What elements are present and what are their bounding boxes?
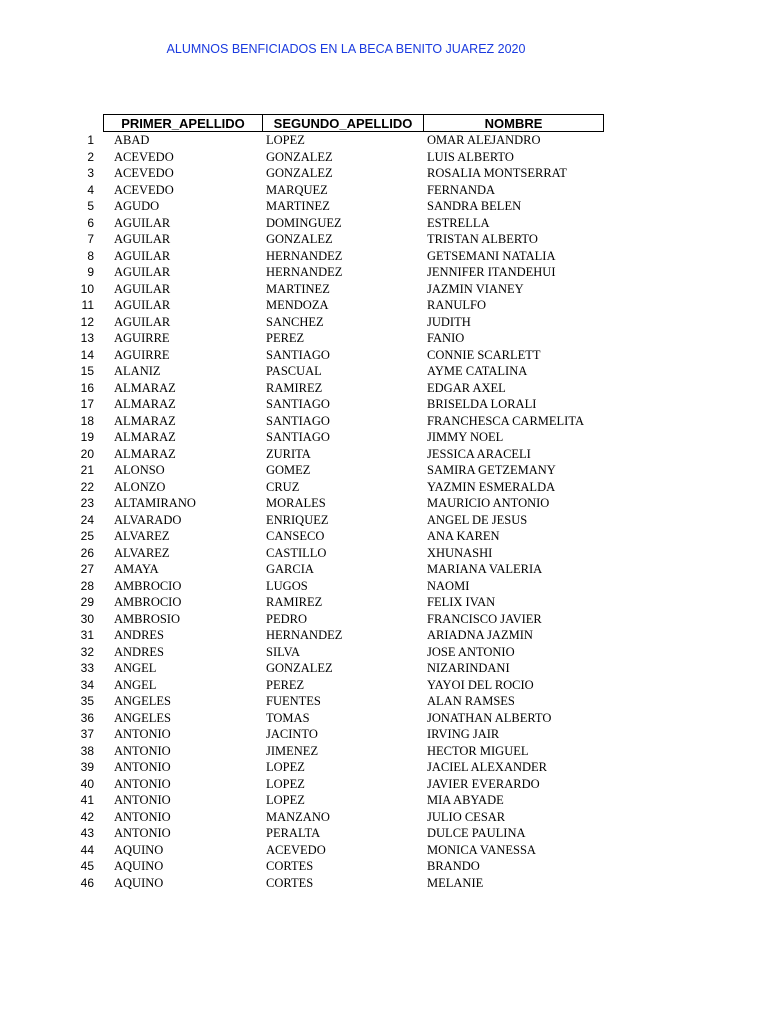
segundo-apellido-cell: MARTINEZ bbox=[266, 281, 330, 296]
segundo-apellido-cell: PEREZ bbox=[266, 331, 305, 345]
primer-apellido-cell: ANTONIO bbox=[114, 743, 171, 758]
nombre-cell: NAOMI bbox=[427, 578, 470, 593]
nombre-cell: SAMIRA GETZEMANY bbox=[427, 463, 556, 477]
segundo-apellido-cell: MARTINEZ bbox=[266, 199, 330, 213]
segundo-apellido-cell: GONZALEZ bbox=[266, 149, 333, 164]
nombre-cell: MELANIE bbox=[427, 875, 484, 890]
table-row bbox=[0, 528, 768, 545]
row-number: 23 bbox=[80, 496, 94, 510]
table-row bbox=[0, 627, 768, 644]
nombre-cell: ARIADNA JAZMIN bbox=[427, 628, 533, 642]
row-number: 30 bbox=[80, 611, 94, 626]
row-number: 4 bbox=[87, 182, 94, 197]
table-row bbox=[0, 545, 768, 562]
segundo-apellido-cell: ZURITA bbox=[266, 446, 311, 461]
segundo-apellido-cell: SANTIAGO bbox=[266, 430, 330, 444]
row-number: 16 bbox=[80, 380, 94, 395]
row-number: 13 bbox=[80, 331, 94, 345]
nombre-cell: MONICA VANESSA bbox=[427, 842, 536, 857]
table-row bbox=[0, 396, 768, 413]
nombre-cell: NIZARINDANI bbox=[427, 661, 510, 675]
primer-apellido-cell: ALMARAZ bbox=[114, 446, 176, 461]
primer-apellido-cell: ANTONIO bbox=[114, 727, 171, 741]
primer-apellido-cell: ALTAMIRANO bbox=[114, 496, 196, 510]
nombre-cell: AYME CATALINA bbox=[427, 364, 528, 378]
primer-apellido-cell: AGUILAR bbox=[114, 298, 171, 312]
table-row bbox=[0, 842, 768, 859]
table-row bbox=[0, 248, 768, 265]
nombre-cell: ALAN RAMSES bbox=[427, 694, 515, 708]
primer-apellido-cell: ACEVEDO bbox=[114, 166, 174, 180]
segundo-apellido-cell: ENRIQUEZ bbox=[266, 512, 329, 527]
table-row bbox=[0, 264, 768, 281]
table-row bbox=[0, 149, 768, 166]
nombre-cell: ROSALIA MONTSERRAT bbox=[427, 166, 567, 180]
segundo-apellido-cell: HERNANDEZ bbox=[266, 628, 343, 642]
nombre-cell: MIA ABYADE bbox=[427, 793, 504, 807]
row-number: 10 bbox=[80, 281, 94, 296]
table-row bbox=[0, 512, 768, 529]
row-number: 9 bbox=[87, 265, 94, 279]
primer-apellido-cell: AGUIRRE bbox=[114, 331, 170, 345]
primer-apellido-cell: AGUILAR bbox=[114, 314, 171, 329]
table-row bbox=[0, 858, 768, 875]
segundo-apellido-cell: GOMEZ bbox=[266, 463, 311, 477]
primer-apellido-cell: ALONSO bbox=[114, 463, 165, 477]
nombre-cell: JESSICA ARACELI bbox=[427, 446, 531, 461]
primer-apellido-cell: ALMARAZ bbox=[114, 380, 176, 395]
primer-apellido-cell: ABAD bbox=[114, 133, 150, 147]
row-number: 42 bbox=[80, 809, 94, 824]
primer-apellido-cell: ANGELES bbox=[114, 710, 171, 725]
row-number: 22 bbox=[80, 479, 94, 494]
nombre-cell: JENNIFER ITANDEHUI bbox=[427, 265, 556, 279]
nombre-cell: RANULFO bbox=[427, 298, 487, 312]
primer-apellido-cell: AQUINO bbox=[114, 875, 164, 890]
segundo-apellido-cell: LOPEZ bbox=[266, 760, 305, 774]
table-row bbox=[0, 215, 768, 232]
nombre-cell: GETSEMANI NATALIA bbox=[427, 248, 556, 263]
segundo-apellido-cell: JIMENEZ bbox=[266, 743, 319, 758]
row-number: 3 bbox=[87, 166, 94, 180]
table-row bbox=[0, 743, 768, 760]
row-number: 39 bbox=[80, 760, 94, 774]
segundo-apellido-cell: RAMIREZ bbox=[266, 380, 323, 395]
row-number: 2 bbox=[87, 149, 94, 164]
table-row bbox=[0, 198, 768, 215]
segundo-apellido-cell: HERNANDEZ bbox=[266, 248, 343, 263]
table-row bbox=[0, 429, 768, 446]
nombre-cell: JAZMIN VIANEY bbox=[427, 281, 524, 296]
segundo-apellido-cell: CORTES bbox=[266, 859, 314, 873]
segundo-apellido-cell: LOPEZ bbox=[266, 776, 305, 791]
segundo-apellido-cell: GONZALEZ bbox=[266, 166, 333, 180]
row-number: 1 bbox=[87, 133, 94, 147]
nombre-cell: ANA KAREN bbox=[427, 529, 500, 543]
primer-apellido-cell: ANTONIO bbox=[114, 793, 171, 807]
row-number: 24 bbox=[80, 512, 94, 527]
primer-apellido-cell: ANTONIO bbox=[114, 776, 171, 791]
row-number: 11 bbox=[81, 298, 94, 312]
nombre-cell: SANDRA BELEN bbox=[427, 199, 522, 213]
row-number: 29 bbox=[80, 595, 94, 609]
nombre-cell: EDGAR AXEL bbox=[427, 380, 506, 395]
table-row bbox=[0, 479, 768, 496]
nombre-cell: FRANCISCO JAVIER bbox=[427, 611, 542, 626]
primer-apellido-cell: ANGEL bbox=[114, 677, 157, 692]
primer-apellido-cell: AGUIRRE bbox=[114, 347, 170, 362]
table-row bbox=[0, 495, 768, 512]
segundo-apellido-cell: LOPEZ bbox=[266, 133, 305, 147]
nombre-cell: MAURICIO ANTONIO bbox=[427, 496, 550, 510]
primer-apellido-cell: ANGEL bbox=[114, 661, 157, 675]
primer-apellido-cell: ANTONIO bbox=[114, 809, 171, 824]
nombre-cell: ANGEL DE JESUS bbox=[427, 512, 528, 527]
primer-apellido-cell: AGUILAR bbox=[114, 248, 171, 263]
primer-apellido-cell: AMBROCIO bbox=[114, 595, 182, 609]
student-table-body bbox=[0, 132, 768, 891]
segundo-apellido-cell: LOPEZ bbox=[266, 793, 305, 807]
nombre-cell: FERNANDA bbox=[427, 182, 496, 197]
nombre-cell: FRANCHESCA CARMELITA bbox=[427, 413, 585, 428]
row-number: 32 bbox=[80, 644, 94, 659]
table-row bbox=[0, 875, 768, 892]
segundo-apellido-cell: SANTIAGO bbox=[266, 347, 330, 362]
nombre-cell: JONATHAN ALBERTO bbox=[427, 710, 552, 725]
row-number: 25 bbox=[80, 529, 94, 543]
nombre-cell: JOSE ANTONIO bbox=[427, 644, 515, 659]
nombre-cell: YAYOI DEL ROCIO bbox=[427, 677, 534, 692]
table-row bbox=[0, 165, 768, 182]
nombre-cell: JACIEL ALEXANDER bbox=[427, 760, 548, 774]
primer-apellido-cell: AQUINO bbox=[114, 842, 164, 857]
table-row bbox=[0, 644, 768, 661]
nombre-cell: BRANDO bbox=[427, 859, 480, 873]
table-row bbox=[0, 281, 768, 298]
table-row bbox=[0, 594, 768, 611]
table-row bbox=[0, 693, 768, 710]
segundo-apellido-cell: GONZALEZ bbox=[266, 232, 333, 246]
segundo-apellido-cell: PEDRO bbox=[266, 611, 307, 626]
segundo-apellido-cell: PASCUAL bbox=[266, 364, 322, 378]
row-number: 21 bbox=[80, 463, 94, 477]
row-number: 45 bbox=[80, 859, 94, 873]
primer-apellido-cell: ALMARAZ bbox=[114, 413, 176, 428]
primer-apellido-cell: AMBROCIO bbox=[114, 578, 182, 593]
row-number: 12 bbox=[80, 314, 94, 329]
row-number: 35 bbox=[80, 694, 94, 708]
nombre-cell: XHUNASHI bbox=[427, 545, 493, 560]
row-number: 27 bbox=[80, 562, 94, 576]
table-row bbox=[0, 677, 768, 694]
table-row bbox=[0, 413, 768, 430]
row-number: 5 bbox=[87, 199, 94, 213]
row-number: 33 bbox=[80, 661, 94, 675]
row-number: 14 bbox=[80, 347, 94, 362]
segundo-apellido-cell: PEREZ bbox=[266, 677, 305, 692]
primer-apellido-cell: ALVAREZ bbox=[114, 545, 170, 560]
table-row bbox=[0, 380, 768, 397]
segundo-apellido-cell: LUGOS bbox=[266, 578, 308, 593]
segundo-apellido-cell: CORTES bbox=[266, 875, 314, 890]
row-number: 34 bbox=[80, 677, 94, 692]
table-row bbox=[0, 446, 768, 463]
primer-apellido-cell: ALMARAZ bbox=[114, 430, 176, 444]
table-row bbox=[0, 776, 768, 793]
nombre-cell: CONNIE SCARLETT bbox=[427, 347, 541, 362]
primer-apellido-cell: AQUINO bbox=[114, 859, 164, 873]
nombre-cell: DULCE PAULINA bbox=[427, 826, 526, 840]
header-segundo-apellido: SEGUNDO_APELLIDO bbox=[263, 115, 424, 131]
table-row bbox=[0, 611, 768, 628]
segundo-apellido-cell: ACEVEDO bbox=[266, 842, 326, 857]
table-row bbox=[0, 578, 768, 595]
primer-apellido-cell: ALONZO bbox=[114, 479, 166, 494]
segundo-apellido-cell: SANCHEZ bbox=[266, 314, 324, 329]
table-row bbox=[0, 561, 768, 578]
nombre-cell: LUIS ALBERTO bbox=[427, 149, 514, 164]
segundo-apellido-cell: FUENTES bbox=[266, 694, 321, 708]
segundo-apellido-cell: CRUZ bbox=[266, 479, 300, 494]
row-number: 6 bbox=[87, 215, 94, 230]
segundo-apellido-cell: DOMINGUEZ bbox=[266, 215, 342, 230]
primer-apellido-cell: AMAYA bbox=[114, 562, 159, 576]
row-number: 28 bbox=[80, 578, 94, 593]
row-number: 46 bbox=[80, 875, 94, 890]
segundo-apellido-cell: SANTIAGO bbox=[266, 413, 330, 428]
segundo-apellido-cell: HERNANDEZ bbox=[266, 265, 343, 279]
segundo-apellido-cell: CASTILLO bbox=[266, 545, 327, 560]
table-row bbox=[0, 330, 768, 347]
segundo-apellido-cell: MARQUEZ bbox=[266, 182, 328, 197]
primer-apellido-cell: ANGELES bbox=[114, 694, 171, 708]
segundo-apellido-cell: RAMIREZ bbox=[266, 595, 323, 609]
row-number: 15 bbox=[80, 364, 94, 378]
nombre-cell: JAVIER EVERARDO bbox=[427, 776, 540, 791]
nombre-cell: FELIX IVAN bbox=[427, 595, 496, 609]
row-number: 38 bbox=[80, 743, 94, 758]
table-row bbox=[0, 726, 768, 743]
primer-apellido-cell: ANTONIO bbox=[114, 760, 171, 774]
nombre-cell: JIMMY NOEL bbox=[427, 430, 504, 444]
row-number: 7 bbox=[87, 232, 94, 246]
header-primer-apellido: PRIMER_APELLIDO bbox=[104, 115, 263, 131]
row-number: 18 bbox=[80, 413, 94, 428]
primer-apellido-cell: ALVAREZ bbox=[114, 529, 170, 543]
table-row bbox=[0, 462, 768, 479]
nombre-cell: BRISELDA LORALI bbox=[427, 397, 537, 411]
page-title: ALUMNOS BENFICIADOS EN LA BECA BENITO JUAREZ 2020 bbox=[166, 42, 526, 56]
table-row bbox=[0, 297, 768, 314]
row-number: 44 bbox=[80, 842, 94, 857]
row-number: 43 bbox=[80, 826, 94, 840]
row-number: 19 bbox=[80, 430, 94, 444]
table-header bbox=[103, 114, 604, 132]
row-number: 40 bbox=[80, 776, 94, 791]
nombre-cell: JUDITH bbox=[427, 314, 471, 329]
primer-apellido-cell: ALVARADO bbox=[114, 512, 182, 527]
primer-apellido-cell: AGUILAR bbox=[114, 232, 171, 246]
table-row bbox=[0, 809, 768, 826]
table-row bbox=[0, 363, 768, 380]
primer-apellido-cell: AGUILAR bbox=[114, 215, 171, 230]
row-number: 26 bbox=[80, 545, 94, 560]
table-row bbox=[0, 314, 768, 331]
primer-apellido-cell: ANTONIO bbox=[114, 826, 171, 840]
table-row bbox=[0, 132, 768, 149]
segundo-apellido-cell: TOMAS bbox=[266, 710, 310, 725]
table-row bbox=[0, 759, 768, 776]
table-row bbox=[0, 660, 768, 677]
primer-apellido-cell: ANDRES bbox=[114, 628, 165, 642]
segundo-apellido-cell: JACINTO bbox=[266, 727, 318, 741]
primer-apellido-cell: ACEVEDO bbox=[114, 182, 174, 197]
segundo-apellido-cell: CANSECO bbox=[266, 529, 325, 543]
segundo-apellido-cell: GARCIA bbox=[266, 562, 314, 576]
primer-apellido-cell: AGUILAR bbox=[114, 265, 171, 279]
primer-apellido-cell: ANDRES bbox=[114, 644, 165, 659]
primer-apellido-cell: ACEVEDO bbox=[114, 149, 174, 164]
row-number: 8 bbox=[87, 248, 94, 263]
nombre-cell: HECTOR MIGUEL bbox=[427, 743, 529, 758]
table-row bbox=[0, 231, 768, 248]
table-row bbox=[0, 347, 768, 364]
segundo-apellido-cell: MORALES bbox=[266, 496, 326, 510]
nombre-cell: ESTRELLA bbox=[427, 215, 490, 230]
nombre-cell: FANIO bbox=[427, 331, 465, 345]
segundo-apellido-cell: MENDOZA bbox=[266, 298, 329, 312]
nombre-cell: IRVING JAIR bbox=[427, 727, 500, 741]
segundo-apellido-cell: GONZALEZ bbox=[266, 661, 333, 675]
segundo-apellido-cell: SANTIAGO bbox=[266, 397, 330, 411]
nombre-cell: OMAR ALEJANDRO bbox=[427, 133, 541, 147]
nombre-cell: YAZMIN ESMERALDA bbox=[427, 479, 556, 494]
nombre-cell: JULIO CESAR bbox=[427, 809, 506, 824]
primer-apellido-cell: ALMARAZ bbox=[114, 397, 176, 411]
row-number: 17 bbox=[80, 397, 94, 411]
table-row bbox=[0, 710, 768, 727]
table-row bbox=[0, 825, 768, 842]
primer-apellido-cell: AGUDO bbox=[114, 199, 160, 213]
nombre-cell: MARIANA VALERIA bbox=[427, 562, 543, 576]
primer-apellido-cell: AGUILAR bbox=[114, 281, 171, 296]
nombre-cell: TRISTAN ALBERTO bbox=[427, 232, 538, 246]
header-nombre: NOMBRE bbox=[484, 115, 543, 131]
primer-apellido-cell: AMBROSIO bbox=[114, 611, 180, 626]
row-number: 41 bbox=[80, 793, 94, 807]
row-number: 36 bbox=[80, 710, 94, 725]
segundo-apellido-cell: SILVA bbox=[266, 644, 301, 659]
table-row bbox=[0, 182, 768, 199]
row-number: 37 bbox=[80, 727, 94, 741]
segundo-apellido-cell: MANZANO bbox=[266, 809, 330, 824]
row-number: 20 bbox=[80, 446, 94, 461]
row-number: 31 bbox=[80, 628, 94, 642]
primer-apellido-cell: ALANIZ bbox=[114, 364, 161, 378]
table-row bbox=[0, 792, 768, 809]
segundo-apellido-cell: PERALTA bbox=[266, 826, 321, 840]
